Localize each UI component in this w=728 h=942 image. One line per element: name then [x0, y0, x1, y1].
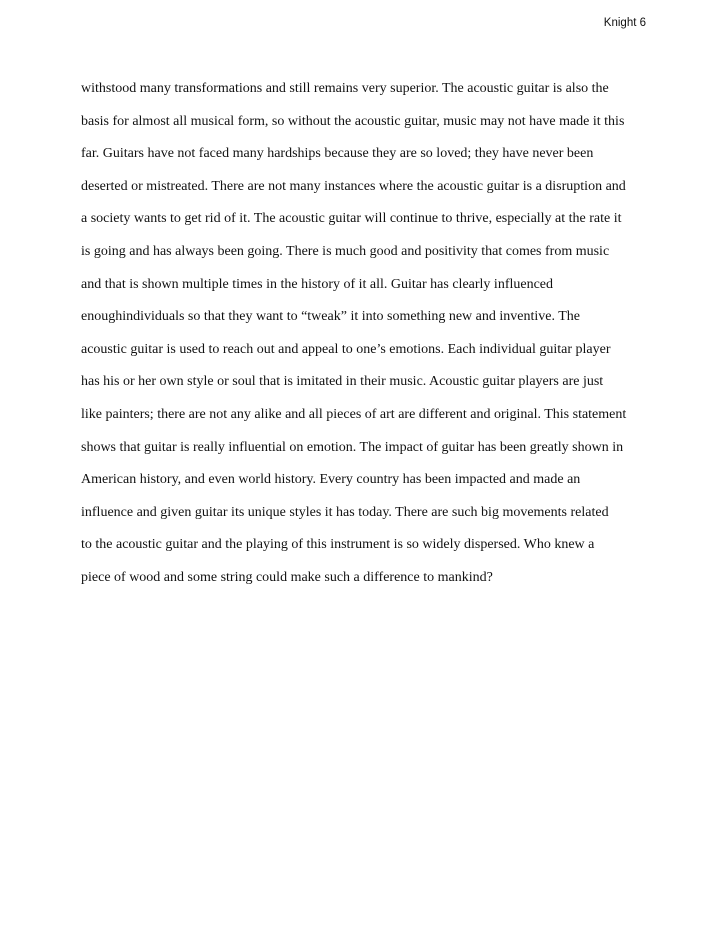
text-line: enoughindividuals so that they want to “tweak” it into something new and inventive. The: [81, 309, 580, 325]
text-line: a society wants to get rid of it. The acoustic guitar will continue to thrive, especially at the rate it: [81, 211, 622, 227]
text-line: shows that guitar is really influential on emotion. The impact of guitar has been greatly shown in: [81, 439, 624, 455]
text-line: far. Guitars have not faced many hardships because they are so loved; they have never been: [81, 146, 594, 162]
text-line: like painters; there are not any alike and all pieces of art are different and original. This statement: [81, 406, 627, 422]
text-line: piece of wood and some string could make such a difference to mankind?: [81, 569, 493, 585]
text-line: basis for almost all musical form, so without the acoustic guitar, music may not have made it this: [81, 113, 625, 129]
text-line: deserted or mistreated. There are not many instances where the acoustic guitar is a disruption and: [81, 178, 626, 194]
text-line: American history, and even world history. Every country has been impacted and made an: [81, 472, 581, 488]
text-line: influence and given guitar its unique styles it has today. There are such big movements related: [81, 504, 609, 520]
text-line: to the acoustic guitar and the playing of this instrument is so widely dispersed. Who knew a: [81, 537, 595, 553]
text-line: is going and has always been going. There is much good and positivity that comes from music: [81, 243, 610, 259]
text-line: withstood many transformations and still remains very superior. The acoustic guitar is also the: [81, 81, 609, 96]
text-line: and that is shown multiple times in the history of it all. Guitar has clearly influenced: [81, 276, 554, 292]
text-line: has his or her own style or soul that is imitated in their music. Acoustic guitar players are just: [81, 374, 604, 390]
page-header-running-head: Knight 6: [603, 17, 646, 29]
text-line: acoustic guitar is used to reach out and appeal to one’s emotions. Each individual guitar player: [81, 341, 611, 357]
body-paragraph: [81, 80, 661, 602]
